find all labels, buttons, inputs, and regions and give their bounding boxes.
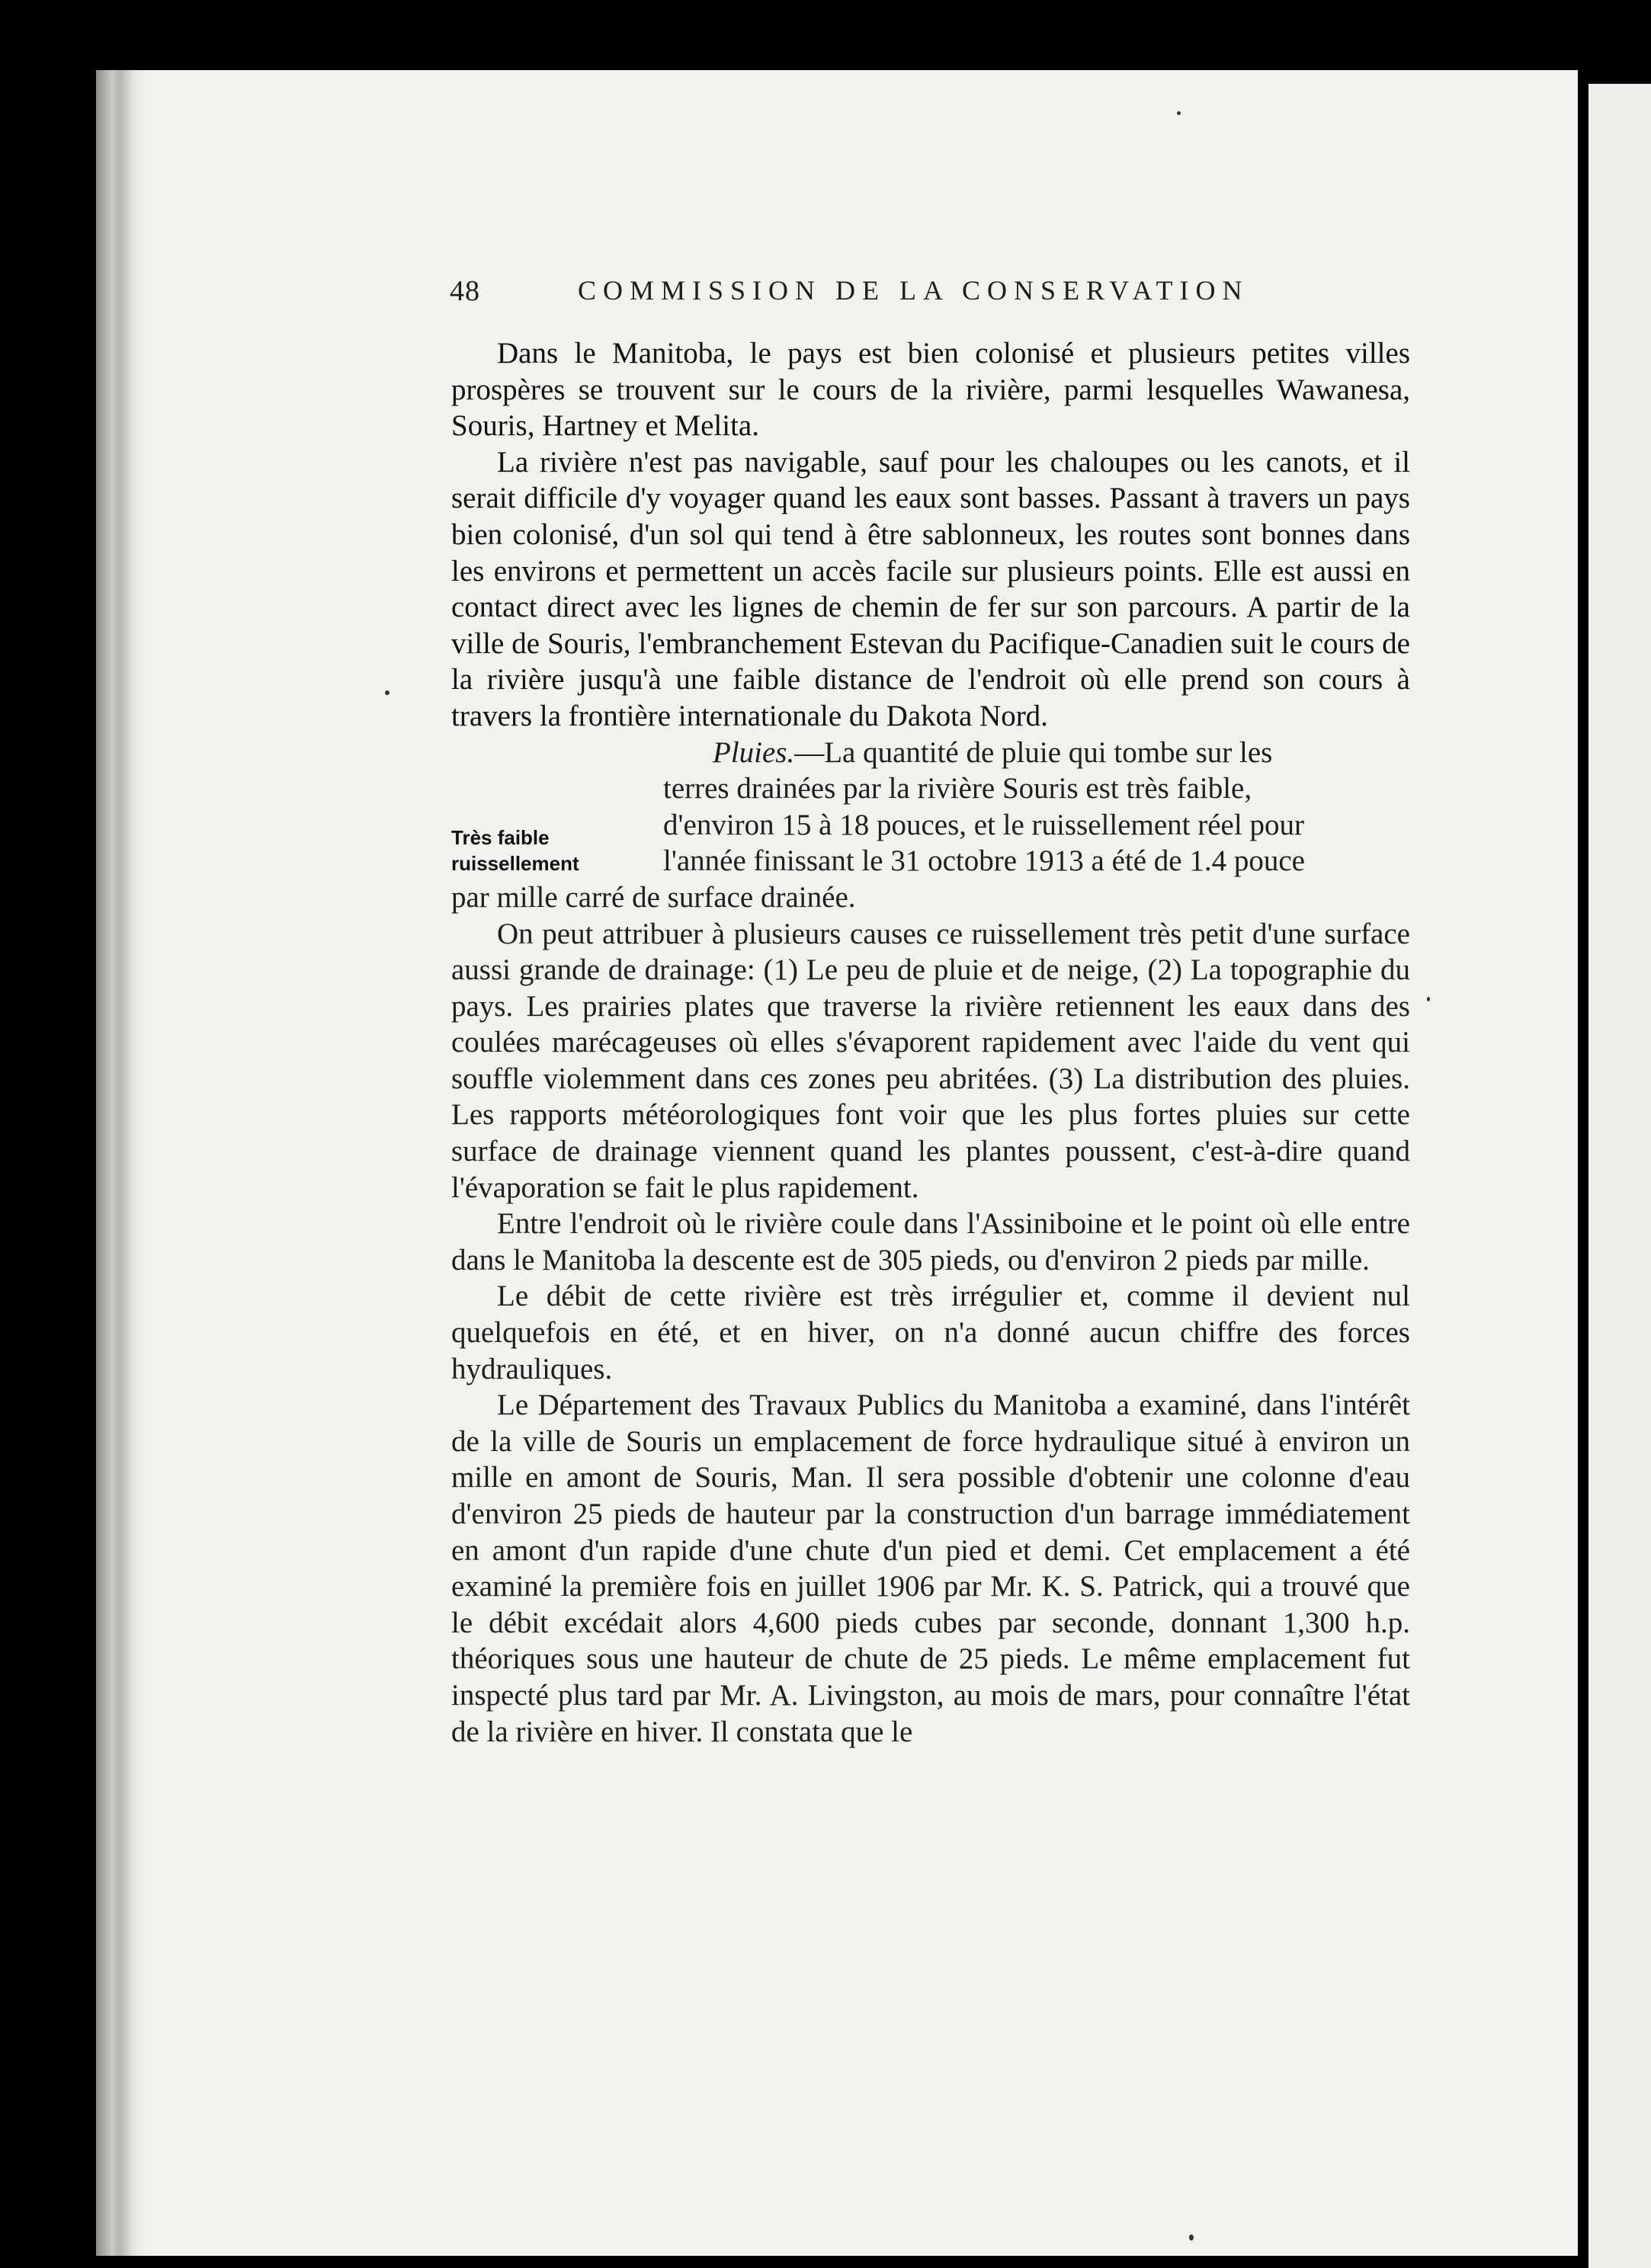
scan-speck	[1177, 111, 1181, 115]
paragraph-1: Dans le Manitoba, le pays est bien colonisé et plusieurs petites villes prospères se trouvent sur le cours de la rivière, parmi lesquelles Wawanesa, Souris, Hartney et Melita.	[451, 337, 1410, 443]
pluies-section	[451, 735, 1410, 916]
page-number: 48	[450, 275, 480, 307]
pluies-line-5: par mille carré de surface drainée.	[451, 880, 856, 914]
paragraph-2: La rivière n'est pas navigable, sauf pour les chaloupes ou les canots, et il serait difficile d'y voyager quand les eaux sont basses. Passant à travers un pays bien colonisé, d'un sol qui tend à être sablonneux, les routes sont bonnes dans les environs et permettent un accès facile sur plusieurs points. Elle est aussi en contact direct avec les lignes de chemin de fer sur son parcours. A partir de la ville de Souris, l'embranchement Estevan du Pacifique-Canadien suit le cours de la rivière jusqu'à une faible distance de l'endroit où elle prend son cours à travers la frontière internationale du Dakota Nord.	[451, 445, 1410, 732]
pluies-line-3: d'environ 15 à 18 pouces, et le ruissellement réel pour	[663, 808, 1304, 841]
margin-note-line-1: Très faible	[451, 826, 550, 849]
pluies-heading: Pluies.	[713, 735, 795, 769]
pluies-line-4: l'année finissant le 31 octobre 1913 a été de 1.4 pouce	[663, 844, 1305, 878]
scan-speck	[385, 690, 390, 695]
running-title: COMMISSION DE LA CONSERVATION	[578, 275, 1249, 306]
body-text	[451, 335, 1410, 1750]
paragraph-4: On peut attribuer à plusieurs causes ce ruissellement très petit d'une surface aussi grande de drainage: (1) Le peu de pluie et de neige, (2) La topographie du pays. Les prairies plates que traverse la rivière retiennent les eaux dans des coulées marécageuses où elles s'évaporent rapidement avec l'aide du vent qui souffle violemment dans ces zones peu abritées. (3) La distribution des pluies. Les rapports météorologiques font voir que les plus fortes pluies sur cette surface de drainage viennent quand les plantes poussent, c'est-à-dire quand l'évaporation se fait le plus rapidement.	[451, 917, 1410, 1204]
pluies-line-2: terres drainées par la rivière Souris est très faible,	[663, 772, 1252, 806]
facing-page-edge	[1588, 84, 1651, 2268]
paragraph-5: Entre l'endroit où le rivière coule dans l'Assiniboine et le point où elle entre dans le Manitoba la descente est de 305 pieds, ou d'environ 2 pieds par mille.	[451, 1207, 1410, 1277]
margin-note-line-2: ruissellement	[451, 852, 579, 875]
page-gutter	[1578, 0, 1588, 2268]
running-head	[450, 274, 1364, 308]
pluies-line-1-text: —La quantité de pluie qui tombe sur les	[794, 735, 1273, 769]
paragraph-7: Le Département des Travaux Publics du Manitoba a examiné, dans l'intérêt de la ville de Souris un emplacement de force hydraulique situé à environ un mille en amont de Souris, Man. Il sera possible d'obtenir une colonne d'eau d'environ 25 pieds de hauteur par la construction d'un barrage immédiatement en amont d'un rapide d'une chute d'un pied et demi. Cet emplacement a été examiné la première fois en juillet 1906 par Mr. K. S. Patrick, qui a trouvé que le débit excédait alors 4,600 pieds cubes par seconde, donnant 1,300 h.p. théoriques sous une hauteur de chute de 25 pieds. Le même emplacement fut inspecté plus tard par Mr. A. Livingston, au mois de mars, pour connaître l'état de la rivière en hiver. Il constata que le	[451, 1389, 1410, 1748]
scan-speck	[1427, 997, 1430, 1001]
paragraph-6: Le débit de cette rivière est très irrégulier et, comme il devient nul quelquefois en été, et en hiver, on n'a donné aucun chiffre des forces hydrauliques.	[451, 1280, 1410, 1385]
scan-speck	[1189, 2234, 1194, 2241]
pluies-line-1	[451, 735, 1410, 771]
